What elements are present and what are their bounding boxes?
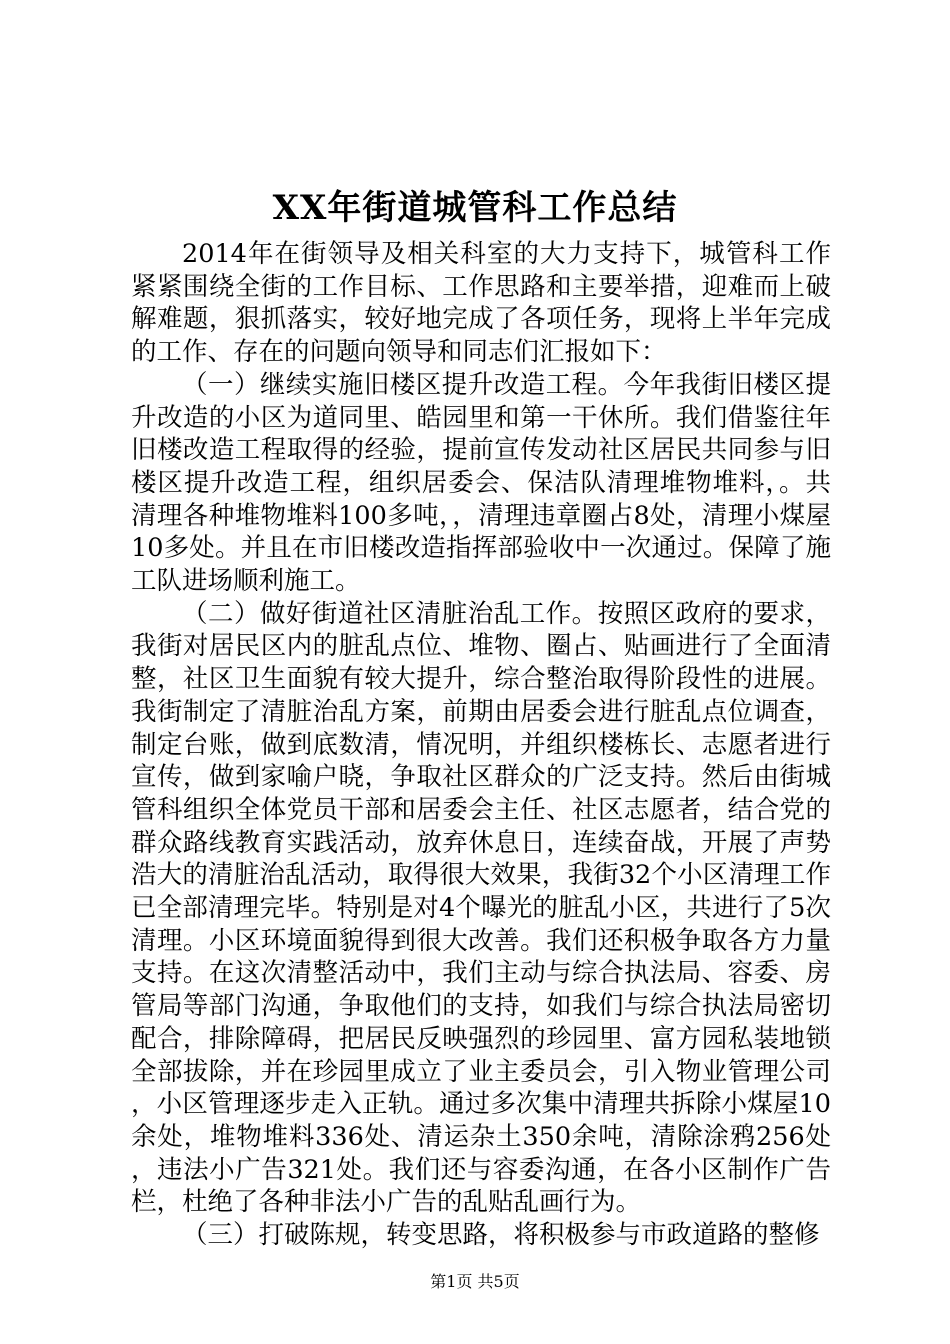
page-footer: 第1页 共5页: [430, 1272, 520, 1291]
paragraph-intro: 2014年在街领导及相关科室的大力支持下，城管科工作紧紧围绕全街的工作目标、工作思路和主要举措，迎难而上破解难题，狠抓落实，较好地完成了各项任务，现将上半年完成的工作、存在的问题向领导和同志们汇报如下：: [131, 239, 831, 368]
paragraph-section-2: （二）做好街道社区清脏治乱工作。按照区政府的要求，我街对居民区内的脏乱点位、堆物、圈占、贴画进行了全面清整，社区卫生面貌有较大提升，综合整治取得阶段性的进展。我街制定了清脏治乱方案，前期由居委会进行脏乱点位调查，制定台账，做到底数清，情况明，并组织楼栋长、志愿者进行宣传，做到家喻户晓，争取社区群众的广泛支持。然后由街城管科组织全体党员干部和居委会主任、社区志愿者，结合党的群众路线教育实践活动，放弃休息日，连续奋战，开展了声势浩大的清脏治乱活动，取得很大效果，我街32个小区清理工作已全部清理完毕。特别是对4个曝光的脏乱小区，共进行了5次清理。小区环境面貌得到很大改善。我们还积极争取各方力量支持。在这次清整活动中，我们主动与综合执法局、容委、房管局等部门沟通，争取他们的支持，如我们与综合执法局密切配合，排除障碍，把居民反映强烈的珍园里、富方园私装地锁全部拔除，并在珍园里成立了业主委员会，引入物业管理公司，小区管理逐步走入正轨。通过多次集中清理共拆除小煤屋10余处，堆物堆料336处、清运杂土350余吨，清除涂鸦256处，违法小广告321处。我们还与容委沟通，在各小区制作广告栏，杜绝了各种非法小广告的乱贴乱画行为。: [131, 598, 831, 1218]
paragraph-section-3: （三）打破陈规，转变思路，将积极参与市政道路的整修: [182, 1220, 820, 1251]
document-title: XX年街道城管科工作总结: [272, 188, 678, 228]
paragraph-section-1: （一）继续实施旧楼区提升改造工程。今年我街旧楼区提升改造的小区为道同里、皓园里和第一干休所。我们借鉴往年旧楼改造工程取得的经验，提前宣传发动社区居民共同参与旧楼区提升改造工程，组织居委会、保洁队清理堆物堆料，。共清理各种堆物堆料100多吨，，清理违章圈占8处，清理小煤屋10多处。并且在市旧楼改造指挥部验收中一次通过。保障了施工队进场顺利施工。: [131, 369, 831, 597]
document-body: [131, 238, 831, 1252]
